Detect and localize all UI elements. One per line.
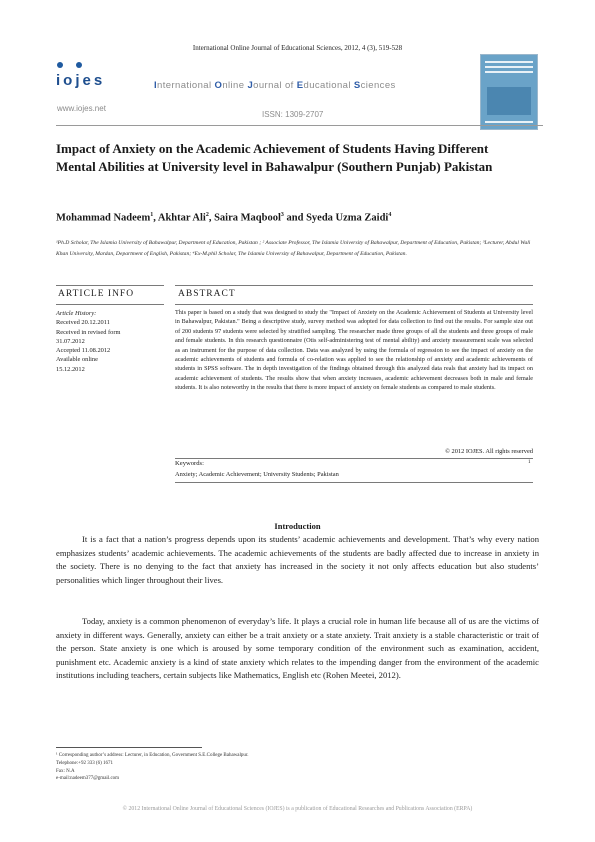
- abstract-top-rule: [175, 285, 533, 286]
- article-title: Impact of Anxiety on the Academic Achievement of Students Having Different Mental Abilities at University level in Bahawalpur (Southern Punjab) Pakistan: [56, 141, 493, 174]
- introduction-heading: Introduction: [274, 521, 321, 531]
- journal-name-initial: J: [247, 80, 254, 91]
- author-affiliations: ¹Ph.D Scholar, The Islamia University of Bahawalpur, Department of Education, Pakistan ; ² Associate Professor, The Islamia University of Bahawalpur, Department of Education, Pakistan; ³Lecturer, Abdul Wali Khan University, Mardan, Department of English, Pakistan; ⁴Ex-M.phil Scholar, The Islamia University of Bahawalpur, Department of Education, Pakistan.: [56, 240, 531, 257]
- author-affiliation-marker: 2: [205, 212, 209, 218]
- article-history-label: Article History:: [56, 310, 97, 317]
- journal-name-word: nline: [222, 80, 248, 91]
- author-name: Syeda Uzma Zaidi: [306, 212, 389, 224]
- history-line: Available online: [56, 356, 98, 364]
- article-info-top-rule: [56, 285, 164, 286]
- keywords-label: Keywords:: [175, 460, 204, 467]
- abstract-heading: ABSTRACT: [178, 289, 236, 299]
- logo-dots-icon: [56, 60, 126, 70]
- author-name: Mohammad Nadeem: [56, 212, 151, 224]
- history-line: 15.12.2012: [56, 365, 85, 373]
- abstract-mid-rule: [175, 304, 533, 305]
- author-separator: ,: [208, 212, 215, 224]
- history-line: 31.07.2012: [56, 337, 85, 345]
- footnote-marker: 1: [528, 460, 531, 465]
- running-head: International Online Journal of Educational Sciences, 2012, 4 (3), 519-528: [192, 44, 403, 52]
- intro-paragraph-2: Today, anxiety is a common phenomenon of everyday’s life. It plays a crucial role in human life because all of us are the victims of anxiety in different ways. Generally, anxiety can either be a trait anxiety or a state anxiety. Trait anxiety is a stable characteristic or trait of the person. State anxiety is one which is aroused by some temporary condition of the environment such as examination, accident, punishment etc. Academic anxiety is a kind of state anxiety which relates to the impending danger from the environment of the academic institutions including teachers, certain subjects like Mathematics, English etc (Rohen Meetei, 2012).: [56, 616, 539, 680]
- journal-name-initial: O: [214, 80, 223, 91]
- article-info-heading: ARTICLE INFO: [58, 289, 135, 299]
- footnote-line: Fax: N.A: [56, 768, 75, 774]
- article-info-mid-rule: [56, 304, 164, 305]
- journal-name: [154, 80, 396, 91]
- history-line: Received 20.12.2011: [56, 319, 110, 327]
- author-separator: ,: [153, 212, 158, 224]
- history-line: Received in revised form: [56, 328, 121, 336]
- author-affiliation-marker: 1: [150, 212, 154, 218]
- issn: ISSN: 1309-2707: [262, 110, 324, 119]
- article-history: [56, 309, 164, 374]
- author-name: Akhtar Ali: [157, 212, 206, 224]
- header-divider: [56, 125, 543, 126]
- keywords-bottom-rule: [175, 482, 533, 483]
- footnote-line: ¹ Corresponding author’s address: Lecturer, in Education, Government S.E.College Bahawalpur.: [56, 753, 249, 758]
- intro-paragraph-1: It is a fact that a nation’s progress depends upon its students’ academic achievements and development. That’s why every nation emphasizes students’ academic achievements. The academic achievements of the students are badly affected due to increase in anxiety in the society. There is no denying to the fact that anxiety has increased in the society it not only affects education but also students’ personalities which linger throughout their lives.: [56, 534, 539, 585]
- publisher-notice: © 2012 International Online Journal of Educational Sciences (IOJES) is a publication of Educational Researches and Publications Association (ERPA): [122, 806, 473, 812]
- journal-name-initial: I: [154, 80, 158, 91]
- journal-name-initial: E: [296, 80, 304, 91]
- journal-name-word: ciences: [360, 80, 396, 91]
- keywords-rule: [175, 458, 533, 459]
- footnote-divider: [56, 747, 202, 748]
- journal-name-word: ournal of: [253, 80, 297, 91]
- author-list: [56, 212, 536, 224]
- journal-cover-image: [480, 54, 538, 130]
- author-affiliation-marker: 4: [388, 212, 392, 218]
- journal-name-word: ducational: [303, 80, 354, 91]
- abstract-text: This paper is based on a study that was designed to study the "Impact of Anxiety on the Academic Achievement of Students at University level in Bahawalpur, Pakistan." Being a descriptive study, survey method was adopted for data collection to find out the results. For sample size out of 200 students 97 students were selected by stratified sampling. The researcher made three groups of all the students and three groups of male and female students. In this research questionnaire (Otis self-administering test of mental ability) and anxiety measurement scale was selected as an instrument for the purpose of data collection. Data was analyzed by using the formula of regression to see the impact of anxiety on the academic achievements of students and formula of co-relation was applied to see the relationship of anxiety and academic achievements of students in SPSS software. The in depth investigation of the findings obtained through this analyzed data reals that anxiety had its impact on academic achievement of students. The results show that when anxiety increases, academic achievement decreases both in male and female students. It is also noteworthy in the results that there is more impact of anxiety on female students as compared to male students.: [175, 309, 533, 392]
- author-name: Saira Maqbool: [214, 212, 281, 224]
- footnote-line: e-mail:nadeem377@gmail.com: [56, 776, 120, 782]
- footnote: [56, 752, 356, 783]
- logo-text: iojes: [56, 72, 106, 89]
- copyright-line: © 2012 IOJES. All rights reserved: [445, 448, 533, 455]
- history-line: Accepted 11.08.2012: [56, 347, 111, 355]
- footnote-line: Telephone:+92 333 (6) 1671: [56, 760, 114, 766]
- journal-name-word: nternational: [157, 80, 215, 91]
- journal-name-initial: S: [353, 80, 361, 91]
- author-separator: and: [283, 212, 307, 224]
- journal-logo: [56, 60, 126, 89]
- keywords-list: Anxiety; Academic Achievement; University Students; Pakistan: [175, 471, 339, 478]
- author-affiliation-marker: 3: [280, 212, 284, 218]
- site-url[interactable]: www.iojes.net: [57, 104, 106, 113]
